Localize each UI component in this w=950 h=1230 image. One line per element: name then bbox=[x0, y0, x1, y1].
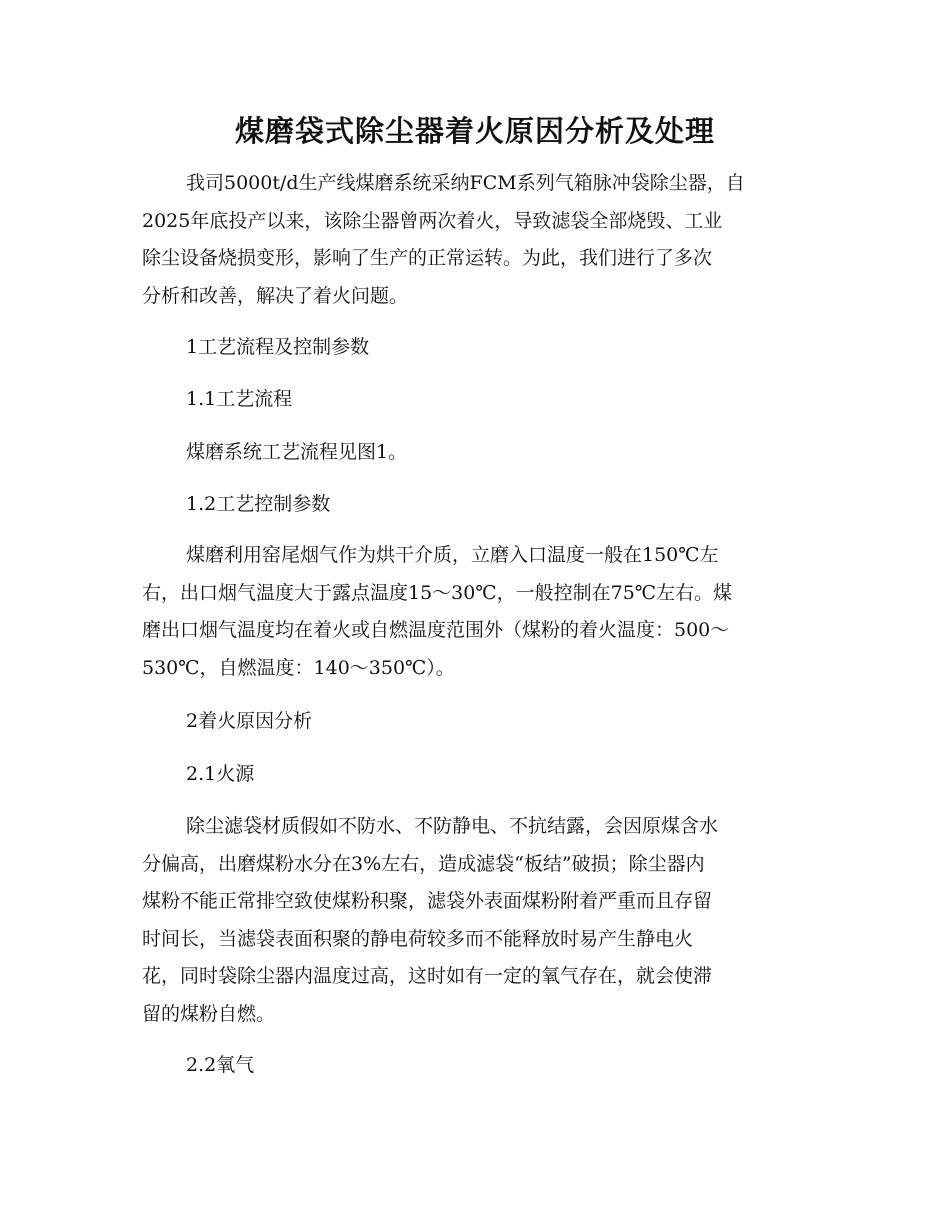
intro-paragraph bbox=[142, 165, 812, 315]
fire-line: 时间长，当滤袋表面积聚的静电荷较多而不能释放时易产生静电火 bbox=[142, 927, 694, 950]
section-heading-1-2: 1.2工艺控制参数 bbox=[186, 493, 331, 515]
document-title: 煤磨袋式除尘器着火原因分析及处理 bbox=[234, 114, 715, 148]
params-line: 530℃，自燃温度：140～350℃）。 bbox=[142, 656, 455, 679]
params-paragraph bbox=[142, 537, 812, 687]
intro-line: 我司5000t/d生产线煤磨系统采纳FCM系列气箱脉冲袋除尘器，自 bbox=[186, 172, 745, 194]
fire-line: 煤粉不能正常排空致使煤粉积聚，滤袋外表面煤粉附着严重而且存留 bbox=[142, 890, 713, 912]
fire-source-paragraph bbox=[142, 808, 812, 1033]
intro-line: 除尘设备烧损变形，影响了生产的正常运转。为此，我们进行了多次 bbox=[142, 247, 713, 269]
intro-line: 2025年底投产以来，该除尘器曾两次着火，导致滤袋全部烧毁、工业 bbox=[142, 209, 723, 232]
intro-line: 分析和改善，解决了着火问题。 bbox=[142, 284, 409, 307]
section-heading-2-1: 2.1火源 bbox=[186, 763, 255, 785]
section-heading-1-1: 1.1工艺流程 bbox=[186, 388, 293, 410]
section-heading-2: 2着火原因分析 bbox=[186, 710, 313, 732]
section-heading-2-2: 2.2氧气 bbox=[186, 1054, 255, 1076]
params-line: 磨出口烟气温度均在着火或自燃温度范围外（煤粉的着火温度：500～ bbox=[142, 619, 730, 641]
fire-line: 分偏高，出磨煤粉水分在3%左右，造成滤袋“板结”破损；除尘器内 bbox=[142, 852, 705, 875]
params-line: 右，出口烟气温度大于露点温度15～30℃，一般控制在75℃左右。煤 bbox=[142, 581, 733, 604]
flow-paragraph: 煤磨系统工艺流程见图1。 bbox=[186, 441, 408, 463]
fire-line: 留的煤粉自燃。 bbox=[142, 1002, 276, 1025]
fire-line: 除尘滤袋材质假如不防水、不防静电、不抗结露，会因原煤含水 bbox=[186, 815, 719, 837]
fire-line: 花，同时袋除尘器内温度过高，这时如有一定的氧气存在，就会使滞 bbox=[142, 965, 713, 987]
section-heading-1: 1工艺流程及控制参数 bbox=[186, 336, 370, 358]
params-line: 煤磨利用窑尾烟气作为烘干介质，立磨入口温度一般在150℃左 bbox=[186, 544, 719, 566]
